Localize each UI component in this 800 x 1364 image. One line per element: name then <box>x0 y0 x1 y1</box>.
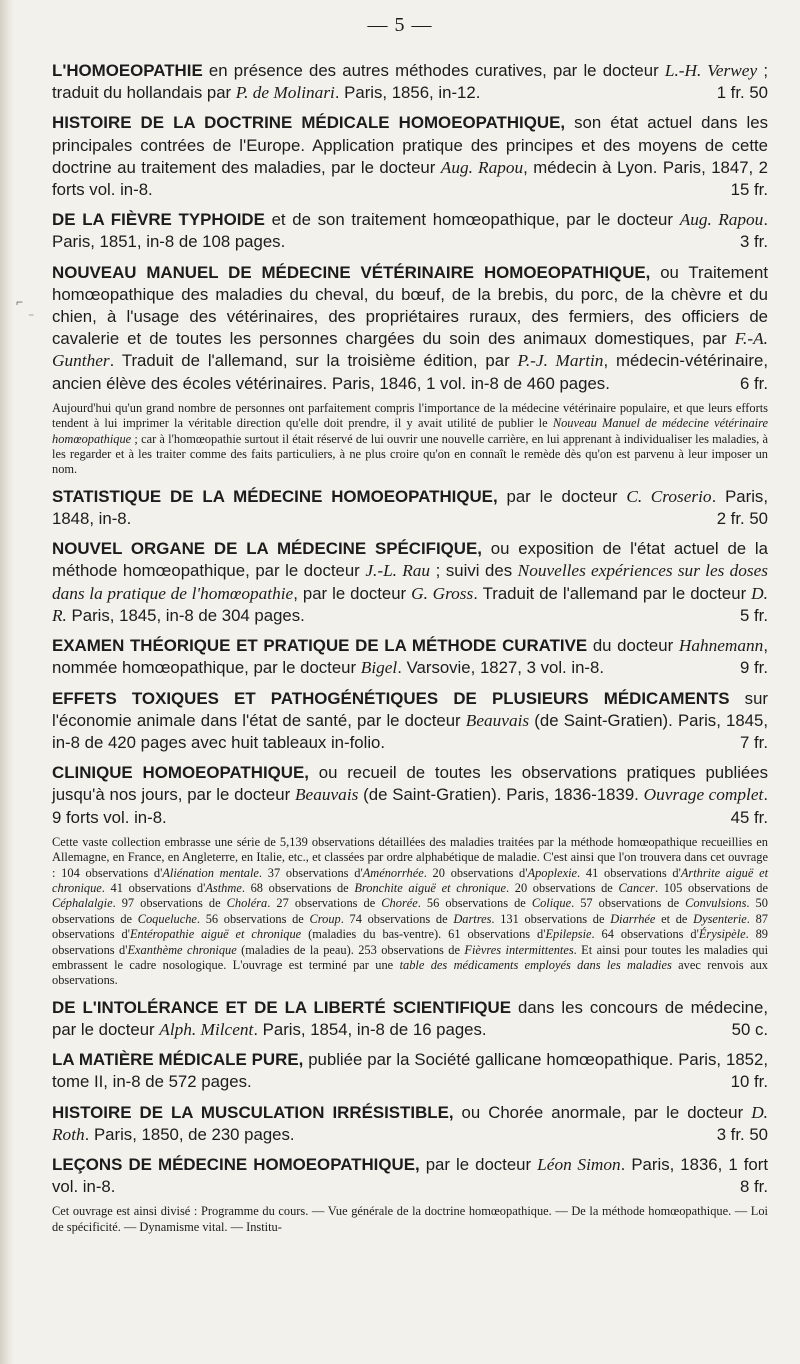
binding-shadow <box>0 0 14 1364</box>
entry-price: 9 fr. <box>740 658 768 678</box>
entry-note: Cet ouvrage est ainsi divisé : Programme du cours. — Vue générale de la doctrine homœopathique. — De la méthode homœopathique. — Loi de spécificité. — Dynamisme vital. — Institu- <box>52 1204 768 1234</box>
catalogue-entry: EXAMEN THÉORIQUE ET PRATIQUE DE LA MÉTHODE CURATIVE du docteur Hahnemann, nommée homœopathique, par le docteur Bigel. Varsovie, 1827, 3 vol. in-8. 9 fr. <box>52 635 768 679</box>
entry-title: LA MATIÈRE MÉDICALE PURE, <box>52 1050 304 1070</box>
catalogue-entry: HISTOIRE DE LA DOCTRINE MÉDICALE HOMOEOPATHIQUE, son état actuel dans les principales contrées de l'Europe. Application pratique des principes et des moyens de cette doctrine au traitement des maladies, par le docteur Aug. Rapou, médecin à Lyon. Paris, 1847, 2 forts vol. in-8. 15 fr. <box>52 112 768 201</box>
entry-price: 1 fr. 50 <box>716 83 768 103</box>
entry-price: 8 fr. <box>740 1177 768 1197</box>
entry-title: NOUVEL ORGANE DE LA MÉDECINE SPÉCIFIQUE, <box>52 539 482 559</box>
entry-price: 7 fr. <box>740 732 768 752</box>
entry-title: HISTOIRE DE LA MUSCULATION IRRÉSISTIBLE, <box>52 1102 454 1122</box>
catalogue-entry: DE L'INTOLÉRANCE ET DE LA LIBERTÉ SCIENTIFIQUE dans les concours de médecine, par le docteur Alph. Milcent. Paris, 1854, in-8 de 16 pages. 50 c. <box>52 997 768 1041</box>
entry-title: CLINIQUE HOMOEOPATHIQUE, <box>52 763 309 783</box>
entry-price: 2 fr. 50 <box>716 509 768 529</box>
entry-price: 3 fr. 50 <box>716 1124 768 1144</box>
entry-title: DE LA FIÈVRE TYPHOIDE <box>52 210 265 230</box>
entry-title: EXAMEN THÉORIQUE ET PRATIQUE DE LA MÉTHODE CURATIVE <box>52 636 588 656</box>
catalogue-entry: CLINIQUE HOMOEOPATHIQUE, ou recueil de toutes les observations pratiques publiées jusqu'à nos jours, par le docteur Beauvais (de Saint-Gratien). Paris, 1836-1839. Ouvrage complet. 9 forts vol. in-8. 45 fr. <box>52 762 768 829</box>
entry-price: 15 fr. <box>730 180 768 200</box>
entry-note: Cette vaste collection embrasse une série de 5,139 observations détaillées des maladies traitées par la méthode homœopathique recueillies en Allemagne, en France, en Angleterre, en Italie, etc., et classées par ordre alphabétique de maladie. C'est ainsi que l'on trouvera dans cet ouvrage : 104 observations d'Aliénation mentale. 37 observations d'Aménorrhée. 20 observations d'Apoplexie. 41 observations d'Arthrite aiguë et chronique. 41 observations d'Asthme. 68 observations de Bronchite aiguë et chronique. 20 observations de Cancer. 105 observations de Céphalalgie. 97 observations de Choléra. 27 observations de Chorée. 56 observations de Colique. 57 observations de Convulsions. 50 observations de Coqueluche. 56 observations de Croup. 74 observations de Dartres. 131 observations de Diarrhée et de Dysenterie. 87 observations d'Entéropathie aiguë et chronique (maladies du bas-ventre). 61 observations d'Epilepsie. 64 observations d'Érysipèle. 89 observations d'Exanthème chronique (maladies de la peau). 253 observations de Fièvres intermittentes. Et ainsi pour toutes les maladies qui embrassent le cadre nosologique. L'ouvrage est terminé par une table des médicaments employés dans les maladies avec renvois aux observations. <box>52 834 769 988</box>
catalogue-entry: NOUVEAU MANUEL DE MÉDECINE VÉTÉRINAIRE HOMOEOPATHIQUE, ou Traitement homœopathique des maladies du cheval, du bœuf, de la brebis, du porc, de la chèvre et du chien, à l'usage des vétérinaires, des propriétaires ruraux, des fermiers, des officiers de cavalerie et de toutes les personnes chargées du soin des animaux domestiques, par F.-A. Gunther. Traduit de l'allemand, sur la troisième édition, par P.-J. Martin, médecin-vétérinaire, ancien élève des écoles vétérinaires. Paris, 1846, 1 vol. in-8 de 460 pages. 6 fr. <box>52 262 768 395</box>
entry-price: 10 fr. <box>730 1072 768 1092</box>
entry-title: L'HOMOEOPATHIE <box>52 61 203 80</box>
catalogue-entry: DE LA FIÈVRE TYPHOIDE et de son traitement homœopathique, par le docteur Aug. Rapou. Paris, 1851, in-8 de 108 pages. 3 fr. <box>52 209 768 253</box>
entry-note: Aujourd'hui qu'un grand nombre de personnes ont parfaitement compris l'importance de la médecine vétérinaire populaire, et que leurs efforts tendent à lui imprimer la véritable direction qu'elle doit prendre, il y avait utilité de publier le Nouveau Manuel de médecine vétérinaire homœopathique ; car à l'homœopathie surtout il était réservé de lui ouvrir une nouvelle carrière, en lui apprenant à individualiser les maladies, à les regarder et à les traiter comme des faits particuliers, à ne plus croire qu'on en connaît le remède dès qu'on est parvenu à leur imposer un nom. <box>52 400 768 477</box>
entry-title: NOUVEAU MANUEL DE MÉDECINE VÉTÉRINAIRE HOMOEOPATHIQUE, <box>52 262 651 282</box>
catalogue-entry: EFFETS TOXIQUES ET PATHOGÉNÉTIQUES DE PLUSIEURS MÉDICAMENTS sur l'économie animale dans l'état de santé, par le docteur Beauvais (de Saint-Gratien). Paris, 1845, in-8 de 420 pages avec huit tableaux in-folio. 7 fr. <box>52 688 768 755</box>
entry-title: DE L'INTOLÉRANCE ET DE LA LIBERTÉ SCIENTIFIQUE <box>52 997 512 1017</box>
entry-price: 45 fr. <box>730 807 768 827</box>
catalogue-entry: L'HOMOEOPATHIE en présence des autres méthodes curatives, par le docteur L.-H. Verwey ; traduit du hollandais par P. de Molinari. Paris, 1856, in-12. 1 fr. 50 <box>52 60 768 104</box>
entry-title: EFFETS TOXIQUES ET PATHOGÉNÉTIQUES DE PLUSIEURS MÉDICAMENTS <box>52 688 730 708</box>
catalogue-entry: LA MATIÈRE MÉDICALE PURE, publiée par la Société gallicane homœopathique. Paris, 1852, tome II, in-8 de 572 pages. 10 fr. <box>52 1049 768 1093</box>
entry-title: STATISTIQUE DE LA MÉDECINE HOMOEOPATHIQUE, <box>52 486 498 506</box>
entry-price: 50 c. <box>731 1019 768 1039</box>
margin-mark: ⁻ <box>28 310 35 324</box>
catalogue-entry: LEÇONS DE MÉDECINE HOMOEOPATHIQUE, par le docteur Léon Simon. Paris, 1836, 1 fort vol. in-8. 8 fr. <box>52 1154 768 1198</box>
entry-price: 6 fr. <box>740 373 768 393</box>
entry-title: LEÇONS DE MÉDECINE HOMOEOPATHIQUE, <box>52 1155 420 1174</box>
entry-title: HISTOIRE DE LA DOCTRINE MÉDICALE HOMOEOPATHIQUE, <box>52 113 566 133</box>
margin-mark: ⌐ <box>16 295 24 309</box>
entry-price: 3 fr. <box>740 232 768 252</box>
page-number: — 5 — <box>367 14 433 36</box>
catalogue-listing <box>52 60 768 1243</box>
catalogue-entry: NOUVEL ORGANE DE LA MÉDECINE SPÉCIFIQUE, ou exposition de l'état actuel de la méthode homœopathique, par le docteur J.-L. Rau ; suivi des Nouvelles expériences sur les doses dans la pratique de l'homœopathie, par le docteur G. Gross. Traduit de l'allemand par le docteur D. R. Paris, 1845, in-8 de 304 pages. 5 fr. <box>52 538 768 627</box>
catalogue-entry: HISTOIRE DE LA MUSCULATION IRRÉSISTIBLE, ou Chorée anormale, par le docteur D. Roth. Paris, 1850, de 230 pages. 3 fr. 50 <box>52 1102 768 1146</box>
catalogue-entry: STATISTIQUE DE LA MÉDECINE HOMOEOPATHIQUE, par le docteur C. Croserio. Paris, 1848, in-8. 2 fr. 50 <box>52 486 768 530</box>
entry-price: 5 fr. <box>740 605 768 625</box>
